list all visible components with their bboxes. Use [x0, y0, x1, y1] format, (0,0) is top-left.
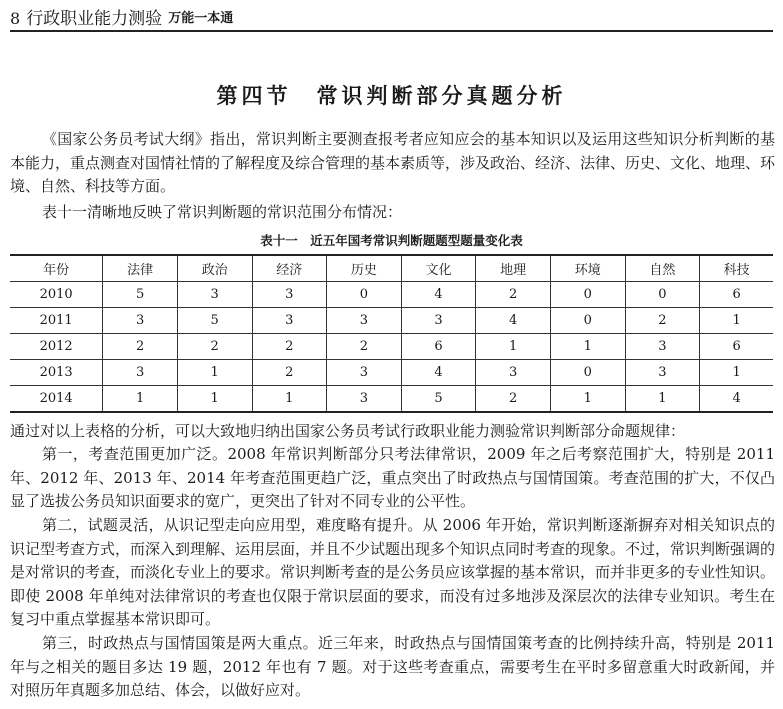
- table-cell: 1: [700, 360, 773, 386]
- table-cell: 3: [401, 308, 476, 334]
- table-intro-paragraph: 表十一清晰地反映了常识判断题的常识范围分布情况：: [42, 203, 403, 221]
- table-cell: 2: [177, 334, 252, 360]
- table-cell: 1: [177, 386, 252, 413]
- table-cell: 3: [327, 360, 402, 386]
- table-cell: 2012: [39, 339, 73, 354]
- table-cell: 3: [252, 308, 327, 334]
- page-number: 8: [10, 9, 21, 28]
- data-table: [10, 254, 773, 413]
- table-cell: 2: [252, 334, 327, 360]
- table-cell: 3: [476, 360, 551, 386]
- table-row: [10, 334, 773, 360]
- table-cell: 0: [550, 282, 625, 308]
- table-cell: 3: [103, 308, 178, 334]
- table-cell: 1: [625, 386, 700, 413]
- section-title: 第四节 常识判断部分真题分析: [216, 83, 567, 108]
- analysis-point-1: 第一，考查范围更加广泛。2008 年常识判断部分只考法律常识，2009 年之后考察范围扩大，特别是 2011 年、2012 年、2013 年、2014 年考查范围更趋广泛，重点突出了时政热点与国情国策。考查范围的扩大，不仅凸显了选拔公务员知识面要求的宽广，更突出了针对不同专业的公平性。: [10, 445, 775, 510]
- column-header: 科技: [700, 255, 773, 282]
- table-cell: 1: [550, 386, 625, 413]
- book-title: 行政职业能力测验: [26, 9, 163, 29]
- table-cell: 2: [252, 360, 327, 386]
- column-header: 自然: [625, 255, 700, 282]
- table-cell: 2: [476, 282, 551, 308]
- page-header: [10, 4, 773, 32]
- table-cell: 0: [550, 308, 625, 334]
- column-header: 文化: [401, 255, 476, 282]
- column-header: 政治: [177, 255, 252, 282]
- table-cell: 0: [327, 282, 402, 308]
- table-header-row: [10, 255, 773, 282]
- table-cell: 5: [177, 308, 252, 334]
- table-cell: 3: [625, 360, 700, 386]
- table-cell: 2: [625, 308, 700, 334]
- table-cell: 1: [700, 308, 773, 334]
- table-cell: 2010: [39, 287, 73, 302]
- table-cell: 1: [252, 386, 327, 413]
- analysis-point-3: 第三，时政热点与国情国策是两大重点。近三年来，时政热点与国情国策考查的比例持续升高，特别是 2011 年与之相关的题目多达 19 题，2012 年也有 7 题。对于这些考查重点，需要考生在平时多留意重大时政新闻，并对照历年真题多加总结、体会，以做好应对。: [10, 634, 775, 699]
- table-cell: 3: [103, 360, 178, 386]
- table-cell: 1: [550, 334, 625, 360]
- table-cell: 1: [177, 360, 252, 386]
- table-cell: 6: [401, 334, 476, 360]
- table-cell: 2: [476, 386, 551, 413]
- table-cell: 4: [401, 360, 476, 386]
- analysis-intro-paragraph: 通过对以上表格的分析，可以大致地归纳出国家公务员考试行政职业能力测验常识判断部分命题规律：: [10, 422, 686, 440]
- column-header: 经济: [252, 255, 327, 282]
- table-cell: 2: [327, 334, 402, 360]
- table-cell: 1: [103, 386, 178, 413]
- table-cell: 4: [476, 308, 551, 334]
- book-subtitle: 万能一本通: [168, 11, 234, 26]
- table-row: [10, 282, 773, 308]
- table-cell: 3: [625, 334, 700, 360]
- table-cell: 3: [327, 386, 402, 413]
- table-cell: 3: [177, 282, 252, 308]
- table-cell: 3: [252, 282, 327, 308]
- table-cell: 4: [401, 282, 476, 308]
- table-cell: 2: [103, 334, 178, 360]
- column-header: 年份: [43, 263, 70, 278]
- intro-paragraph: 《国家公务员考试大纲》指出，常识判断主要测查报考者应知应会的基本知识以及运用这些知识分析判断的基本能力，重点测查对国情社情的了解程度及综合管理的基本素质等，涉及政治、经济、法律、历史、文化、地理、环境、自然、科技等方面。: [10, 130, 776, 195]
- table-cell: 2011: [39, 313, 73, 328]
- table-cell: 0: [550, 360, 625, 386]
- table-row: [10, 308, 773, 334]
- column-header: 环境: [550, 255, 625, 282]
- column-header: 历史: [327, 255, 402, 282]
- table-cell: 1: [476, 334, 551, 360]
- table-cell: 6: [700, 282, 773, 308]
- column-header: 法律: [103, 255, 178, 282]
- table-cell: 6: [700, 334, 773, 360]
- table-cell: 2013: [39, 365, 73, 380]
- table-row: [10, 360, 773, 386]
- table-cell: 3: [327, 308, 402, 334]
- table-cell: 4: [700, 386, 773, 413]
- table-caption: 表十一 近五年国考常识判断题题型题量变化表: [260, 233, 523, 248]
- table-cell: 5: [401, 386, 476, 413]
- table-row: [10, 386, 773, 413]
- table-cell: 0: [625, 282, 700, 308]
- table-cell: 5: [103, 282, 178, 308]
- column-header: 地理: [476, 255, 551, 282]
- table-cell: 2014: [39, 391, 73, 406]
- analysis-point-2: 第二，试题灵活，从识记型走向应用型，难度略有提升。从 2006 年开始，常识判断逐渐摒弃对相关知识点的识记型考查方式，而深入到理解、运用层面，并且不少试题出现多个知识点同时考查的现象。不过，常识判断强调的是对常识的考查，而淡化专业上的要求。常识判断考查的是公务员应该掌握的基本常识，而并非更多的专业性知识。即使 2008 年单纯对法律常识的考查也仅限于常识层面的要求，而没有过多地涉及深层次的法律专业知识。考生在复习中重点掌握基本常识即可。: [10, 516, 776, 628]
